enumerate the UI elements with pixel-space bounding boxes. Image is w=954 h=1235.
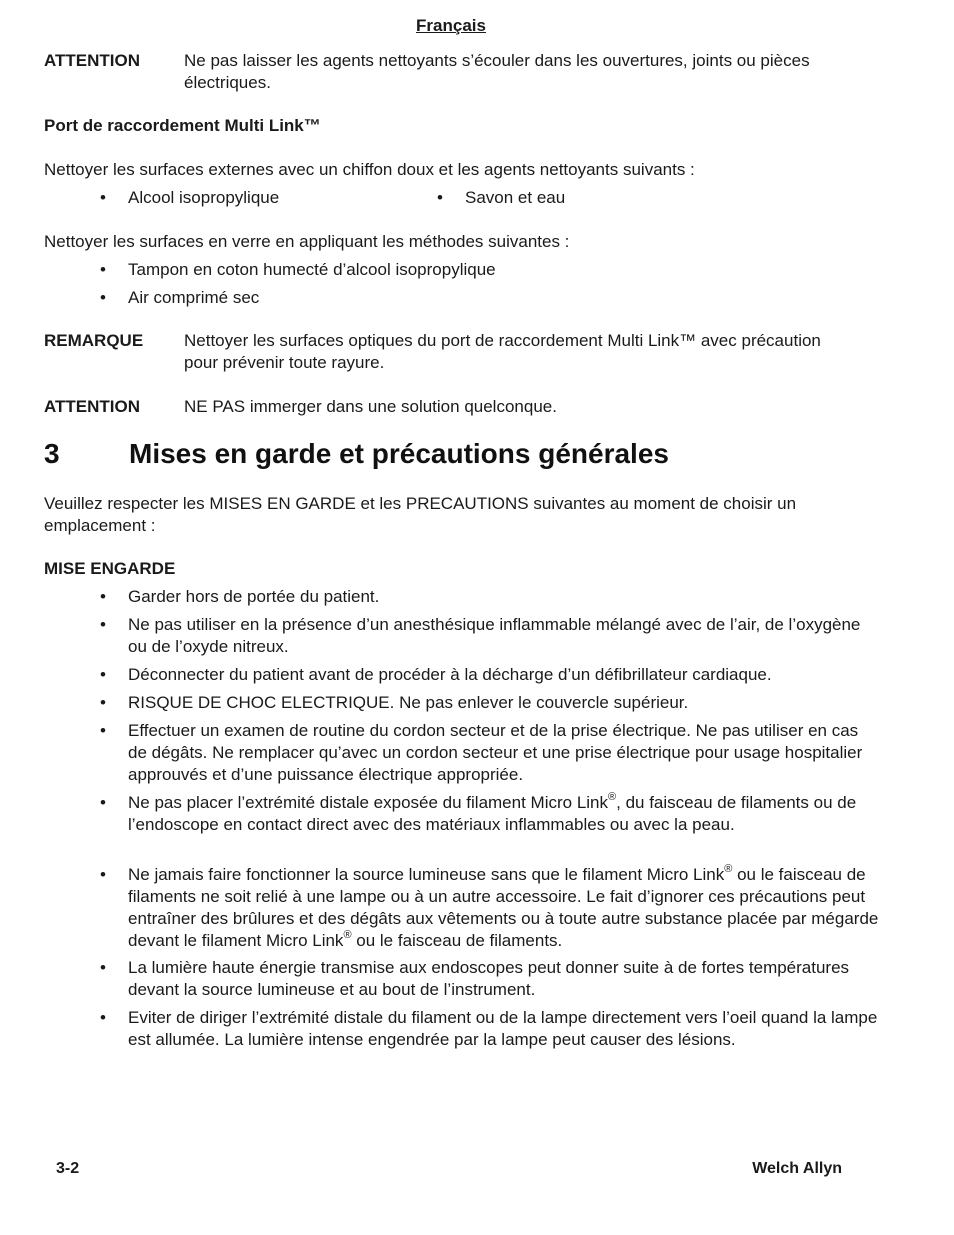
bullet: •	[100, 188, 106, 207]
bullet: •	[100, 587, 106, 606]
multilink-title: Port de raccordement Multi Link™	[44, 116, 321, 135]
warning-text	[128, 792, 880, 836]
list-item	[100, 187, 420, 209]
warning-item	[100, 864, 880, 952]
registered-mark: ®	[608, 791, 617, 804]
remark-label: REMARQUE	[44, 331, 144, 350]
attention-label: ATTENTION	[44, 397, 141, 416]
company-name: Welch Allyn	[752, 1160, 842, 1177]
page-number: 3-2	[56, 1160, 80, 1177]
list-item-text: Tampon en coton humecté d’alcool isopropylique	[128, 260, 496, 279]
list-item	[100, 287, 880, 309]
attention-text: Ne pas laisser les agents nettoyants s’écouler dans les ouvertures, joints ou pièces électriques.	[184, 51, 810, 92]
attention-label: ATTENTION	[44, 51, 141, 70]
warning-text: Eviter de diriger l’extrémité distale du filament ou de la lampe directement vers l’oeil quand la lampe est allumée. La lumière intense engendrée par la lampe peut causer des lésions.	[128, 1008, 878, 1049]
bullet: •	[100, 288, 106, 307]
warning-text	[128, 864, 880, 952]
registered-mark: ®	[724, 863, 733, 876]
bullet: •	[100, 721, 106, 740]
warning-item	[100, 586, 880, 608]
section-number: 3	[44, 438, 60, 469]
bullet: •	[100, 260, 106, 279]
bullet: •	[437, 188, 443, 207]
remark-text: Nettoyer les surfaces optiques du port de raccordement Multi Link™ avec précaution pour prévenir toute rayure.	[184, 331, 821, 372]
list-item-text: Air comprimé sec	[128, 288, 260, 307]
warning-item	[100, 720, 880, 786]
language-header: Français	[416, 16, 486, 35]
list-item	[100, 259, 880, 281]
attention-text: NE PAS immerger dans une solution quelconque.	[184, 397, 557, 416]
bullet: •	[100, 665, 106, 684]
warning-text-part: ou le faisceau de filaments.	[351, 931, 563, 950]
list-item-text: Alcool isopropylique	[128, 188, 280, 207]
list-item	[437, 187, 737, 209]
section-title: Mises en garde et précautions générales	[129, 438, 669, 469]
warning-text-part: , du faisceau de filaments ou de l’endoscope en contact direct avec des matériaux inflammables ou avec la peau.	[128, 793, 857, 834]
warning-text: RISQUE DE CHOC ELECTRIQUE. Ne pas enlever le couvercle supérieur.	[128, 693, 689, 712]
warning-title: MISE ENGARDE	[44, 559, 176, 578]
warning-text: Déconnecter du patient avant de procéder à la décharge d’un défibrillateur cardiaque.	[128, 665, 772, 684]
section-intro: Veuillez respecter les MISES EN GARDE et les PRECAUTIONS suivantes au moment de choisir un emplacement :	[44, 494, 797, 535]
warning-text: Garder hors de portée du patient.	[128, 587, 380, 606]
warning-text: La lumière haute énergie transmise aux endoscopes peut donner suite à de fortes températures devant la source lumineuse et au bout de l’instrument.	[128, 958, 850, 999]
warning-text: Effectuer un examen de routine du cordon secteur et de la prise électrique. Ne pas utiliser en cas de dégâts. Ne remplacer qu’avec un cordon secteur et une prise électrique pour usage hospitalier approuvés et d’une puissance électrique appropriée.	[128, 721, 863, 784]
warning-item	[100, 1007, 880, 1051]
warning-item	[100, 664, 880, 686]
bullet: •	[100, 865, 106, 884]
glass-cleaning-intro: Nettoyer les surfaces en verre en appliquant les méthodes suivantes :	[44, 232, 570, 251]
external-cleaning-intro: Nettoyer les surfaces externes avec un chiffon doux et les agents nettoyants suivants :	[44, 160, 695, 179]
warning-item	[100, 957, 880, 1001]
bullet: •	[100, 958, 106, 977]
warning-item	[100, 614, 880, 658]
warning-item	[100, 792, 880, 836]
bullet: •	[100, 615, 106, 634]
warning-text: Ne pas utiliser en la présence d’un anesthésique inflammable mélangé avec de l’air, de l’oxygène ou de l’oxyde nitreux.	[128, 615, 861, 656]
bullet: •	[100, 693, 106, 712]
list-item-text: Savon et eau	[465, 188, 566, 207]
bullet: •	[100, 1008, 106, 1027]
bullet: •	[100, 793, 106, 812]
warning-item	[100, 692, 880, 714]
registered-mark: ®	[343, 929, 352, 942]
warning-text-part: Ne pas placer l’extrémité distale exposée du filament Micro Link	[128, 793, 609, 812]
warning-text-part: ou le faisceau de filaments ne soit relié à une lampe ou à un autre accessoire. Le fait d’ignorer ces précautions peut entraîner des brûlures et des dégâts aux vêtements ou à toute autre substance placée par mégarde devant le filament Micro Link	[128, 865, 879, 950]
warning-text-part: Ne jamais faire fonctionner la source lumineuse sans que le filament Micro Link	[128, 865, 725, 884]
section-heading	[44, 436, 669, 472]
